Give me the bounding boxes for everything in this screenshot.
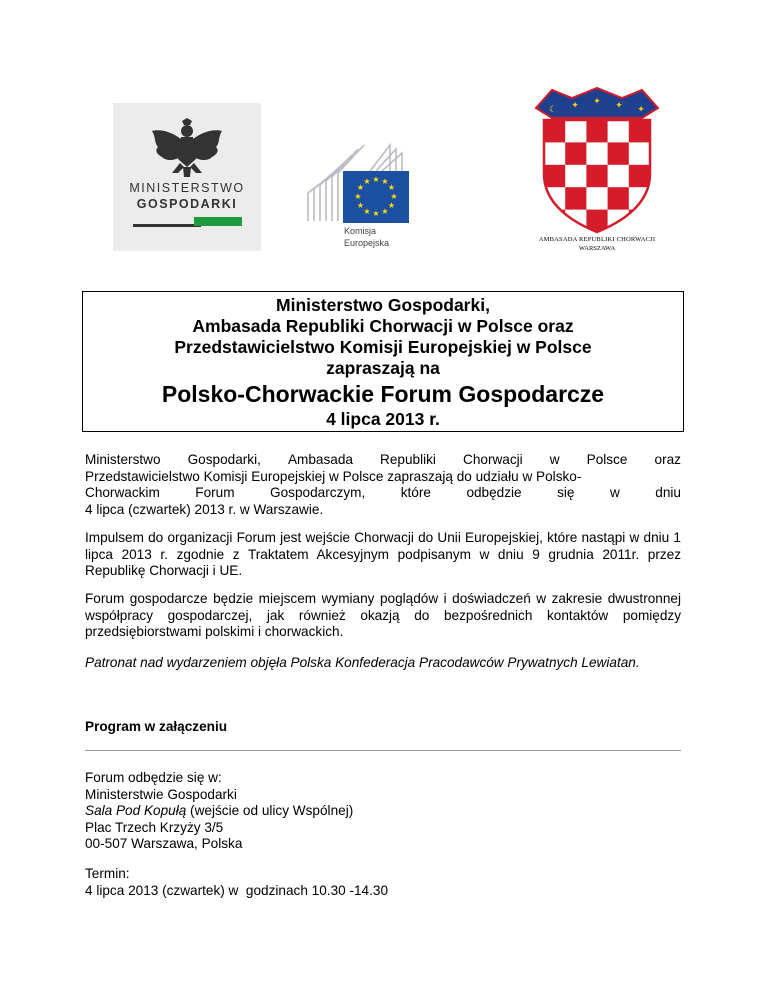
- logo-underline: [133, 224, 201, 227]
- croatian-embassy-logo: [522, 86, 672, 258]
- commission-logo-line2: Europejska: [344, 238, 390, 248]
- svg-text:★: ★: [372, 175, 380, 184]
- forum-date: 4 lipca 2013 r.: [326, 409, 440, 429]
- patronage-paragraph: Patronat nad wydarzeniem objęła Polska Konfederacja Pracodawców Prywatnych Lewiatan.: [85, 655, 640, 670]
- header-line: Przedstawicielstwo Komisji Europejskiej w Polsce: [174, 337, 592, 357]
- paragraph-line: 4 lipca (czwartek) 2013 r. w Warszawie.: [85, 501, 324, 517]
- ministry-logo-line2: GOSPODARKI: [136, 197, 238, 211]
- header-line: Ambasada Republiki Chorwacji w Polsce oraz: [192, 316, 574, 336]
- svg-text:★: ★: [356, 183, 365, 192]
- term-label: Termin:: [85, 866, 130, 881]
- venue-block: [85, 770, 681, 853]
- venue-intro: Forum odbędzie się w:: [85, 770, 222, 785]
- svg-text:✦: ✦: [571, 101, 579, 111]
- svg-text:✦: ✦: [637, 105, 645, 115]
- header-line: Ministerstwo Gospodarki,: [276, 295, 490, 315]
- venue-room-line: [85, 803, 681, 820]
- eu-flag: [343, 171, 409, 223]
- ministry-logo-line1: MINISTERSTWO: [129, 181, 245, 195]
- divider: [85, 750, 681, 751]
- venue-room-note: (wejście od ulicy Wspólnej): [186, 803, 354, 818]
- embassy-logo-line1: AMBASADA REPUBLIKI CHORWACJI: [538, 236, 656, 243]
- venue-city: 00-507 Warszawa, Polska: [85, 836, 243, 851]
- svg-text:★: ★: [372, 209, 380, 218]
- svg-text:★: ★: [354, 192, 362, 201]
- svg-text:★: ★: [387, 201, 396, 210]
- logo-green-bar: [194, 217, 242, 226]
- european-commission-logo: [306, 143, 412, 253]
- svg-text:★: ★: [356, 201, 365, 210]
- svg-text:✦: ✦: [593, 97, 601, 107]
- intro-paragraph: [85, 452, 681, 518]
- term-value: 4 lipca 2013 (czwartek) w godzinach 10.30 -14.30: [85, 882, 389, 898]
- justified-line: Ministerstwo Gospodarki, Ambasada Republiki Chorwacji w Polsce oraz: [85, 452, 681, 467]
- svg-text:★: ★: [363, 207, 371, 216]
- venue-street: Plac Trzech Krzyży 3/5: [85, 819, 224, 835]
- context-paragraph: Impulsem do organizacji Forum jest wejście Chorwacji do Unii Europejskiej, które nastąpi w dniu 1 lipca 2013 r. zgodnie z Traktatem Akcesyjnym podpisanym w dniu 9 grudnia 2011r. przez Republikę Chorwacji i UE.: [85, 530, 681, 578]
- term-block: [85, 866, 681, 899]
- svg-text:★: ★: [387, 183, 396, 192]
- venue-room: Sala Pod Kopułą: [85, 803, 187, 818]
- header-line: zapraszają na: [326, 358, 440, 378]
- paragraph-line: Przedstawicielstwo Komisji Europejskiej w Polsce zapraszają do udziału w Polsko-: [85, 468, 582, 484]
- svg-text:✦: ✦: [615, 101, 623, 111]
- purpose-paragraph: Forum gospodarcze będzie miejscem wymiany poglądów i doświadczeń w zakresie dwustronnej współpracy gospodarczej, jak również okazją do bezpośrednich kontaktów pomiędzy przedsiębiorstwami polskimi i chorwackich.: [85, 591, 681, 639]
- commission-logo-line1: Komisja: [344, 226, 377, 236]
- svg-text:★: ★: [381, 177, 389, 186]
- svg-text:★: ★: [363, 177, 371, 186]
- svg-text:★: ★: [390, 192, 398, 201]
- eu-stars-icon: [343, 171, 409, 223]
- justified-line: Chorwackim Forum Gospodarczym, które odbędzie się w dniu: [85, 485, 681, 500]
- program-note: Program w załączeniu: [85, 719, 228, 734]
- forum-title: Polsko-Chorwackie Forum Gospodarcze: [161, 381, 605, 407]
- eagle-icon: [150, 117, 224, 179]
- ministry-logo: [113, 103, 261, 251]
- svg-text:★: ★: [381, 207, 389, 216]
- svg-text:☾: ☾: [548, 105, 558, 115]
- invitation-header-box: [82, 291, 684, 432]
- venue-place: Ministerstwie Gospodarki: [85, 786, 237, 802]
- embassy-logo-line2: WARSZAWA: [578, 245, 616, 252]
- croatian-coat-of-arms-icon: [522, 86, 672, 234]
